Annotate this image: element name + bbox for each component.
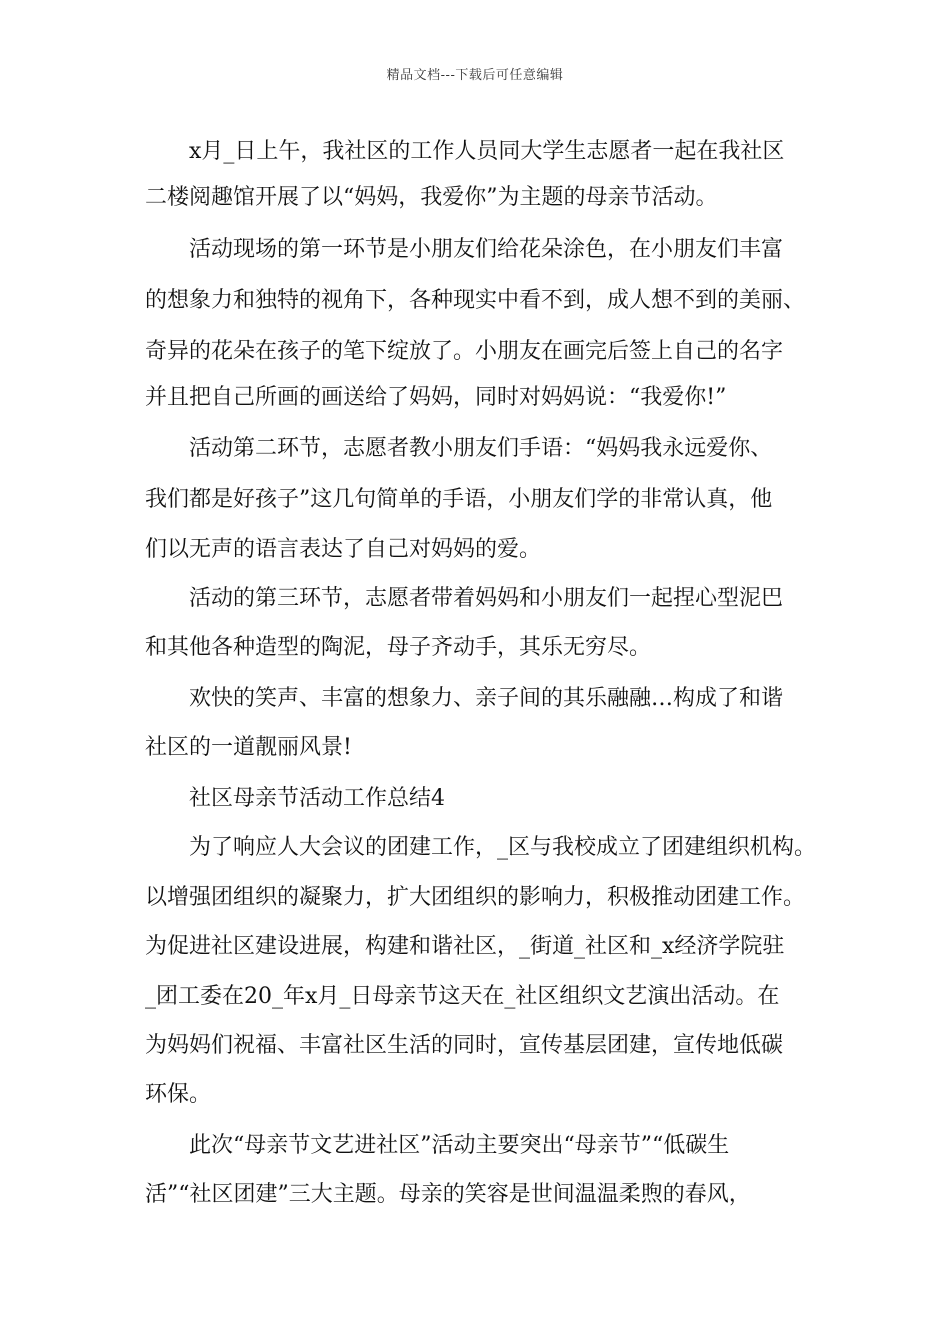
text-line: 欢快的笑声、丰富的想象力、亲子间的其乐融融…构成了和谐 [189,686,784,711]
text-line: 二楼阅趣馆开展了以“妈妈，我爱你”为主题的母亲节活动。 [145,185,718,210]
page-header: 精品文档---下载后可任意编辑 [386,68,564,83]
text-line: 的想象力和独特的视角下，各种现实中看不到，成人想不到的美丽、 [145,288,806,313]
text-line: 为了响应人大会议的团建工作，_区与我校成立了团建组织机构。 [189,835,817,860]
text-line: 并且把自己所画的画送给了妈妈，同时对妈妈说：“我爱你!” [145,385,727,410]
text-line: 为妈妈们祝福、丰富社区生活的同时，宣传基层团建，宣传地低碳 [145,1033,784,1058]
text-line: 活动的第三环节，志愿者带着妈妈和小朋友们一起捏心型泥巴 [189,586,784,611]
text-line: x月_日上午，我社区的工作人员同大学生志愿者一起在我社区 [189,139,785,164]
text-line: _团工委在20_年x月_日母亲节这天在_社区组织文艺演出活动。在 [145,984,780,1009]
text-line: 以增强团组织的凝聚力，扩大团组织的影响力，积极推动团建工作。 [145,885,806,910]
text-line: 社区的一道靓丽风景! [145,735,352,760]
text-line: 和其他各种造型的陶泥，母子齐动手，其乐无穷尽。 [145,635,652,660]
text-line: 活动现场的第一环节是小朋友们给花朵涂色，在小朋友们丰富 [189,237,784,262]
text-line: 们以无声的语言表达了自己对妈妈的爱。 [145,537,542,562]
text-line: 活”“社区团建”三大主题。母亲的笑容是世间温温柔煦的春风， [145,1182,751,1207]
text-line: 为促进社区建设进展，构建和谐社区，_街道_社区和_x经济学院驻 [145,934,785,959]
text-line: 此次“母亲节文艺进社区”活动主要突出“母亲节”“低碳生 [189,1133,730,1158]
text-line: 奇异的花朵在孩子的笔下绽放了。小朋友在画完后签上自己的名字 [145,339,784,364]
text-line: 环保。 [145,1082,212,1107]
text-line: 我们都是好孩子”这几句简单的手语，小朋友们学的非常认真，他 [145,487,773,512]
text-line: 活动第二环节，志愿者教小朋友们手语：“妈妈我永远爱你、 [189,436,773,461]
section-heading: 社区母亲节活动工作总结4 [189,786,445,811]
